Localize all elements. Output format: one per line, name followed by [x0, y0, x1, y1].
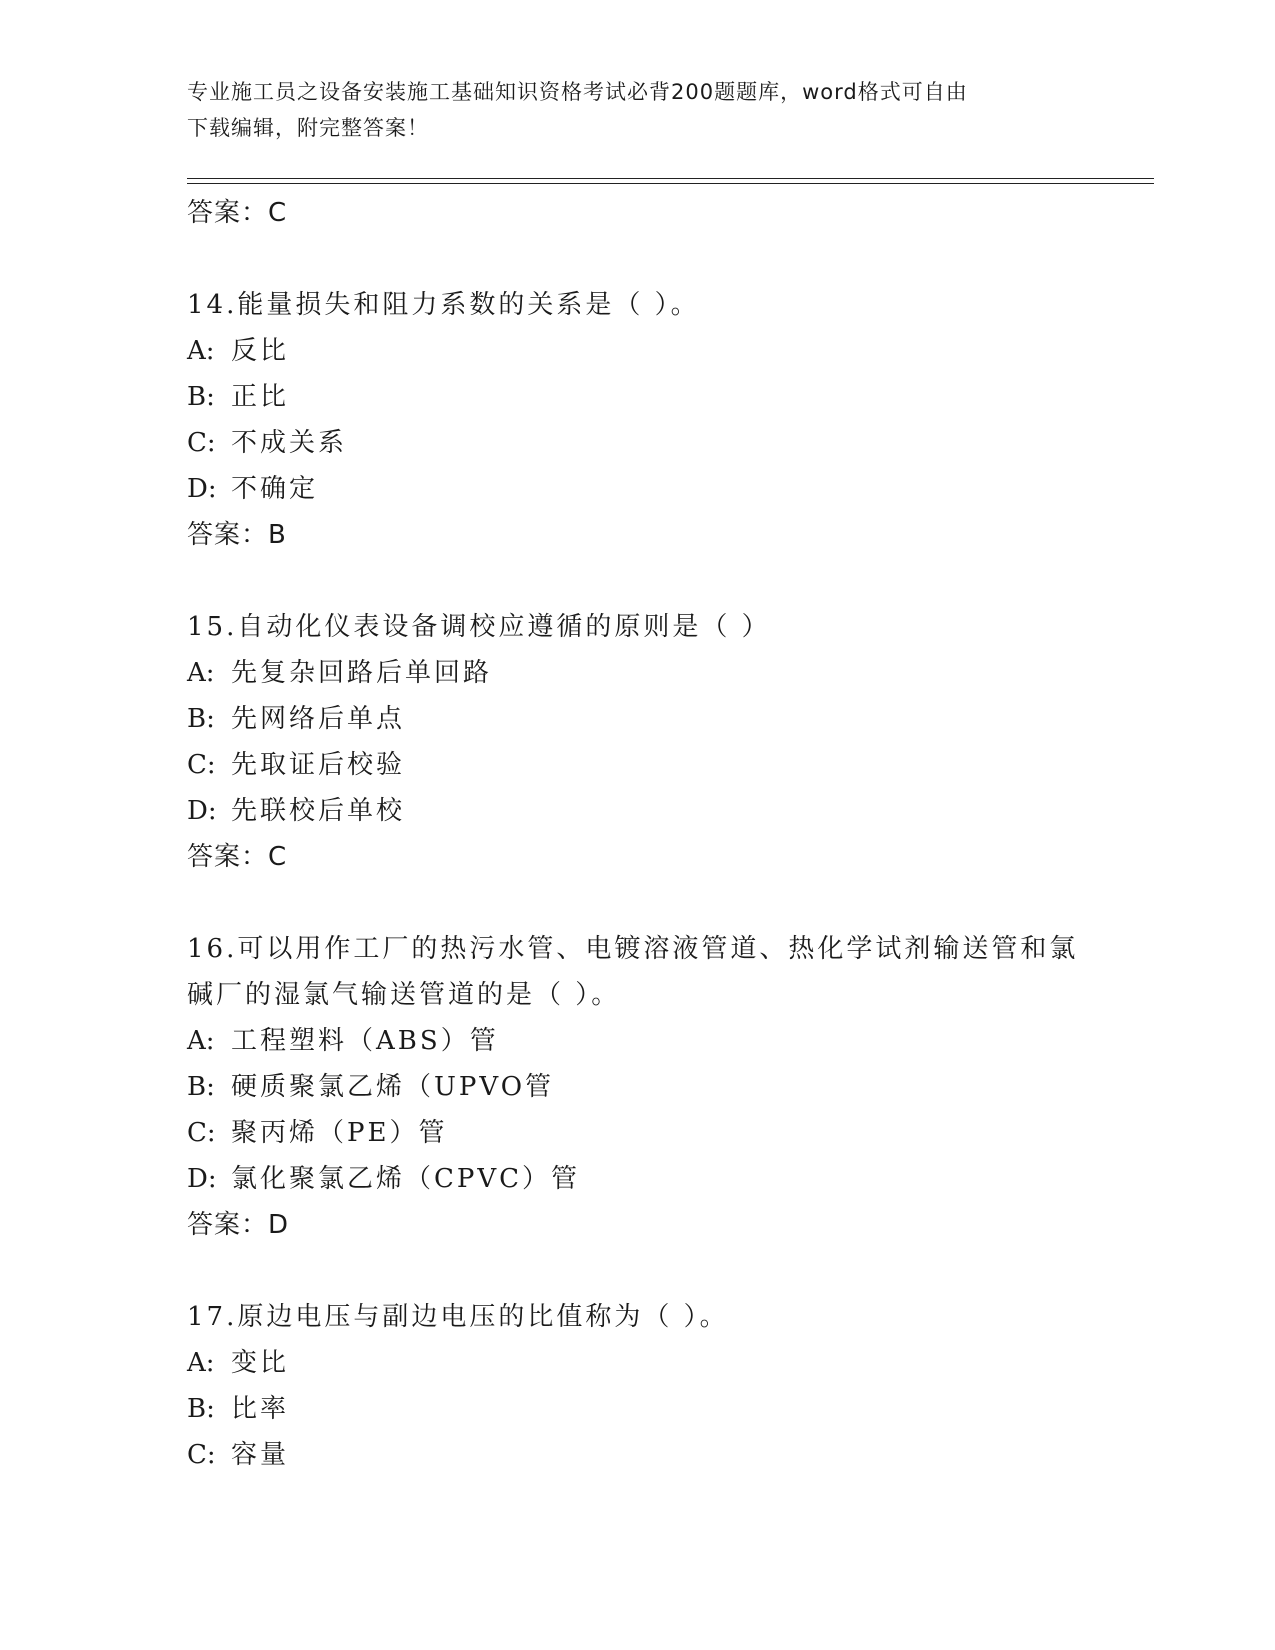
option-text: 容量	[231, 1440, 290, 1470]
document-header	[187, 74, 1087, 146]
option-b	[187, 1386, 1117, 1432]
option-text: 变比	[231, 1348, 290, 1378]
header-line-2: 下载编辑，附完整答案！	[187, 116, 429, 140]
option-c	[187, 1110, 1117, 1156]
option-c	[187, 1432, 1117, 1478]
option-text: 先复杂回路后单回路	[231, 658, 493, 688]
question-title: 15.自动化仪表设备调校应遵循的原则是（ ）	[187, 612, 771, 642]
question-title: 14.能量损失和阻力系数的关系是（ ）。	[187, 290, 700, 320]
option-key: D:	[187, 1164, 217, 1194]
question-title: 17.原边电压与副边电压的比值称为（ ）。	[187, 1302, 729, 1332]
option-text: 反比	[231, 336, 290, 366]
option-text: 聚丙烯（PE）管	[231, 1118, 448, 1148]
option-key: B:	[187, 1394, 215, 1424]
question-15	[187, 604, 1117, 880]
question-14	[187, 282, 1117, 558]
option-key: C:	[187, 428, 216, 458]
option-a	[187, 650, 1117, 696]
option-key: B:	[187, 1072, 215, 1102]
option-text: 硬质聚氯乙烯（UPVO管	[231, 1072, 555, 1102]
question-title	[187, 926, 1087, 1018]
option-b	[187, 696, 1117, 742]
question-list	[187, 190, 1117, 1478]
option-a	[187, 1340, 1117, 1386]
option-text: 不成关系	[231, 428, 348, 458]
question-title-line-1: 16.可以用作工厂的热污水管、电镀溶液管道、热化学试剂输送管和氯	[187, 934, 1079, 964]
option-key: B:	[187, 704, 215, 734]
option-text: 先联校后单校	[231, 796, 406, 826]
answer-line: 答案：C	[187, 198, 288, 228]
option-text: 工程塑料（ABS）管	[231, 1026, 499, 1056]
header-divider-top	[187, 178, 1154, 179]
option-text: 氯化聚氯乙烯（CPVC）管	[231, 1164, 581, 1194]
answer-line: 答案：B	[187, 520, 287, 550]
option-text: 先取证后校验	[231, 750, 406, 780]
option-key: D:	[187, 474, 217, 504]
answer-line: 答案：C	[187, 842, 288, 872]
header-line-1: 专业施工员之设备安装施工基础知识资格考试必背200题题库，word格式可自由	[187, 80, 968, 104]
option-text: 先网络后单点	[231, 704, 406, 734]
option-key: C:	[187, 1440, 216, 1470]
option-d	[187, 1156, 1117, 1202]
option-key: B:	[187, 382, 215, 412]
option-key: A:	[187, 658, 215, 688]
header-divider-bottom	[187, 183, 1154, 184]
question-16	[187, 926, 1117, 1248]
option-d	[187, 788, 1117, 834]
option-a	[187, 328, 1117, 374]
option-a	[187, 1018, 1117, 1064]
question-title-line-2: 碱厂的湿氯气输送管道的是（ ）。	[187, 980, 621, 1010]
option-key: A:	[187, 1026, 215, 1056]
option-c	[187, 420, 1117, 466]
option-key: D:	[187, 796, 217, 826]
option-key: A:	[187, 1348, 215, 1378]
option-text: 正比	[231, 382, 290, 412]
option-key: C:	[187, 1118, 216, 1148]
option-c	[187, 742, 1117, 788]
option-b	[187, 374, 1117, 420]
answer-line: 答案：D	[187, 1210, 290, 1240]
question-17	[187, 1294, 1117, 1478]
option-b	[187, 1064, 1117, 1110]
option-text: 不确定	[231, 474, 319, 504]
option-key: C:	[187, 750, 216, 780]
option-key: A:	[187, 336, 215, 366]
option-d	[187, 466, 1117, 512]
option-text: 比率	[231, 1394, 290, 1424]
